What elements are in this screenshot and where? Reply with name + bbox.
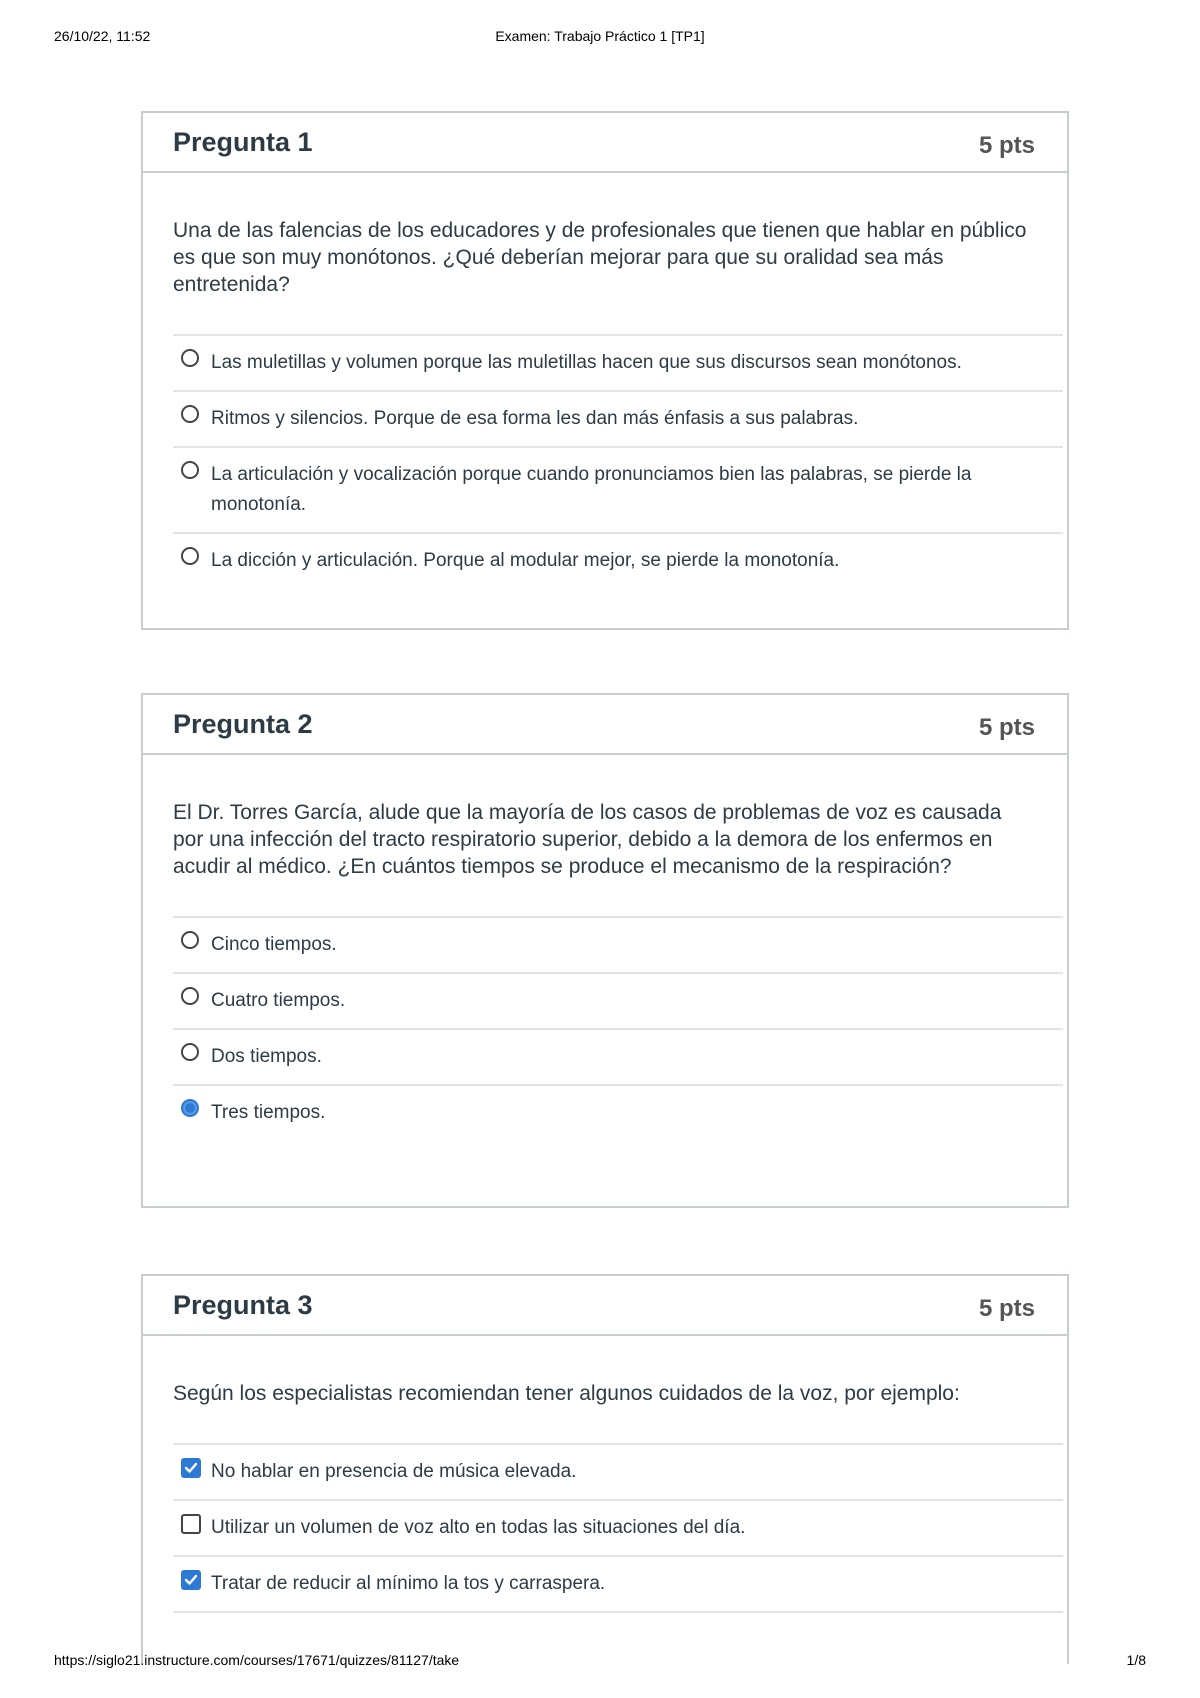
answer-label: Las muletillas y volumen porque las muletillas hacen que sus discursos sean monótonos. [211,352,962,373]
radio-button[interactable] [181,547,199,565]
answer-option[interactable] [173,1028,1063,1084]
question-3 [141,1274,1069,1664]
answer-label: Dos tiempos. [211,1046,322,1067]
check-icon [184,1573,198,1587]
answer-label: Utilizar un volumen de voz alto en todas las situaciones del día. [211,1517,746,1538]
question-points: 5 pts [978,132,1035,159]
radio-button-selected[interactable] [181,1099,199,1117]
answer-label: Tratar de reducir al mínimo la tos y carraspera. [211,1573,606,1594]
answer-option[interactable] [173,532,1063,588]
check-icon [184,1461,198,1475]
print-datetime: 26/10/22, 11:52 [54,28,151,44]
answer-list [173,916,1063,1178]
question-body [143,799,1067,1178]
answer-label: Ritmos y silencios. Porque de esa forma les dan más énfasis a sus palabras. [211,408,859,429]
question-header [143,1276,1067,1336]
answer-option[interactable] [173,390,1063,446]
answer-option[interactable] [173,916,1063,972]
answer-label: No hablar en presencia de música elevada. [211,1461,577,1482]
checkbox-checked[interactable] [181,1458,201,1478]
question-body [143,1380,1067,1651]
answer-label: Tres tiempos. [211,1102,326,1123]
answer-label: La dicción y articulación. Porque al modular mejor, se pierde la monotonía. [211,550,840,571]
question-text: Según los especialistas recomiendan tener algunos cuidados de la voz, por ejemplo: [173,1382,960,1405]
answer-option[interactable] [173,972,1063,1028]
question-header [143,695,1067,755]
checkbox-checked[interactable] [181,1570,201,1590]
print-url: https://siglo21.instructure.com/courses/17671/quizzes/81127/take [54,1652,460,1668]
answer-option[interactable] [173,1499,1063,1555]
question-2 [141,693,1069,1208]
radio-button[interactable] [181,405,199,423]
radio-button[interactable] [181,461,199,479]
question-1 [141,111,1069,630]
radio-button[interactable] [181,1043,199,1061]
question-title: Pregunta 1 [173,127,313,157]
radio-button[interactable] [181,931,199,949]
question-points: 5 pts [978,1295,1035,1322]
answer-list [173,1443,1063,1651]
print-page-title: Examen: Trabajo Práctico 1 [TP1] [495,28,705,44]
print-page-number: 1/8 [1126,1652,1146,1668]
radio-button[interactable] [181,987,199,1005]
answer-option[interactable] [173,1443,1063,1499]
checkbox[interactable] [181,1514,201,1534]
radio-button[interactable] [181,349,199,367]
print-footer [54,1652,1146,1672]
question-text: El Dr. Torres García, alude que la mayoría de los casos de problemas de voz es causada por una infección del tracto respiratorio superior, debido a la demora de los enfermos en acudir al médico. ¿En cuántos tiempos se produce el mecanismo de la respiración? [173,801,1002,878]
question-text: Una de las falencias de los educadores y de profesionales que tienen que hablar en público es que son muy monótonos. ¿Qué deberían mejorar para que su oralidad sea más entretenida? [173,219,1027,296]
question-title: Pregunta 2 [173,709,313,739]
question-header [143,113,1067,173]
answer-option[interactable] [173,1084,1063,1140]
answer-option[interactable] [173,446,1063,532]
answer-option[interactable] [173,334,1063,390]
question-title: Pregunta 3 [173,1290,313,1320]
answer-label: La articulación y vocalización porque cuando pronunciamos bien las palabras, se pierde la monotonía. [211,464,972,515]
answer-label: Cuatro tiempos. [211,990,346,1011]
question-body [143,217,1067,626]
question-points: 5 pts [978,714,1035,741]
answer-list [173,334,1063,626]
answer-option[interactable] [173,1555,1063,1613]
print-header [54,28,1146,48]
answer-label: Cinco tiempos. [211,934,337,955]
